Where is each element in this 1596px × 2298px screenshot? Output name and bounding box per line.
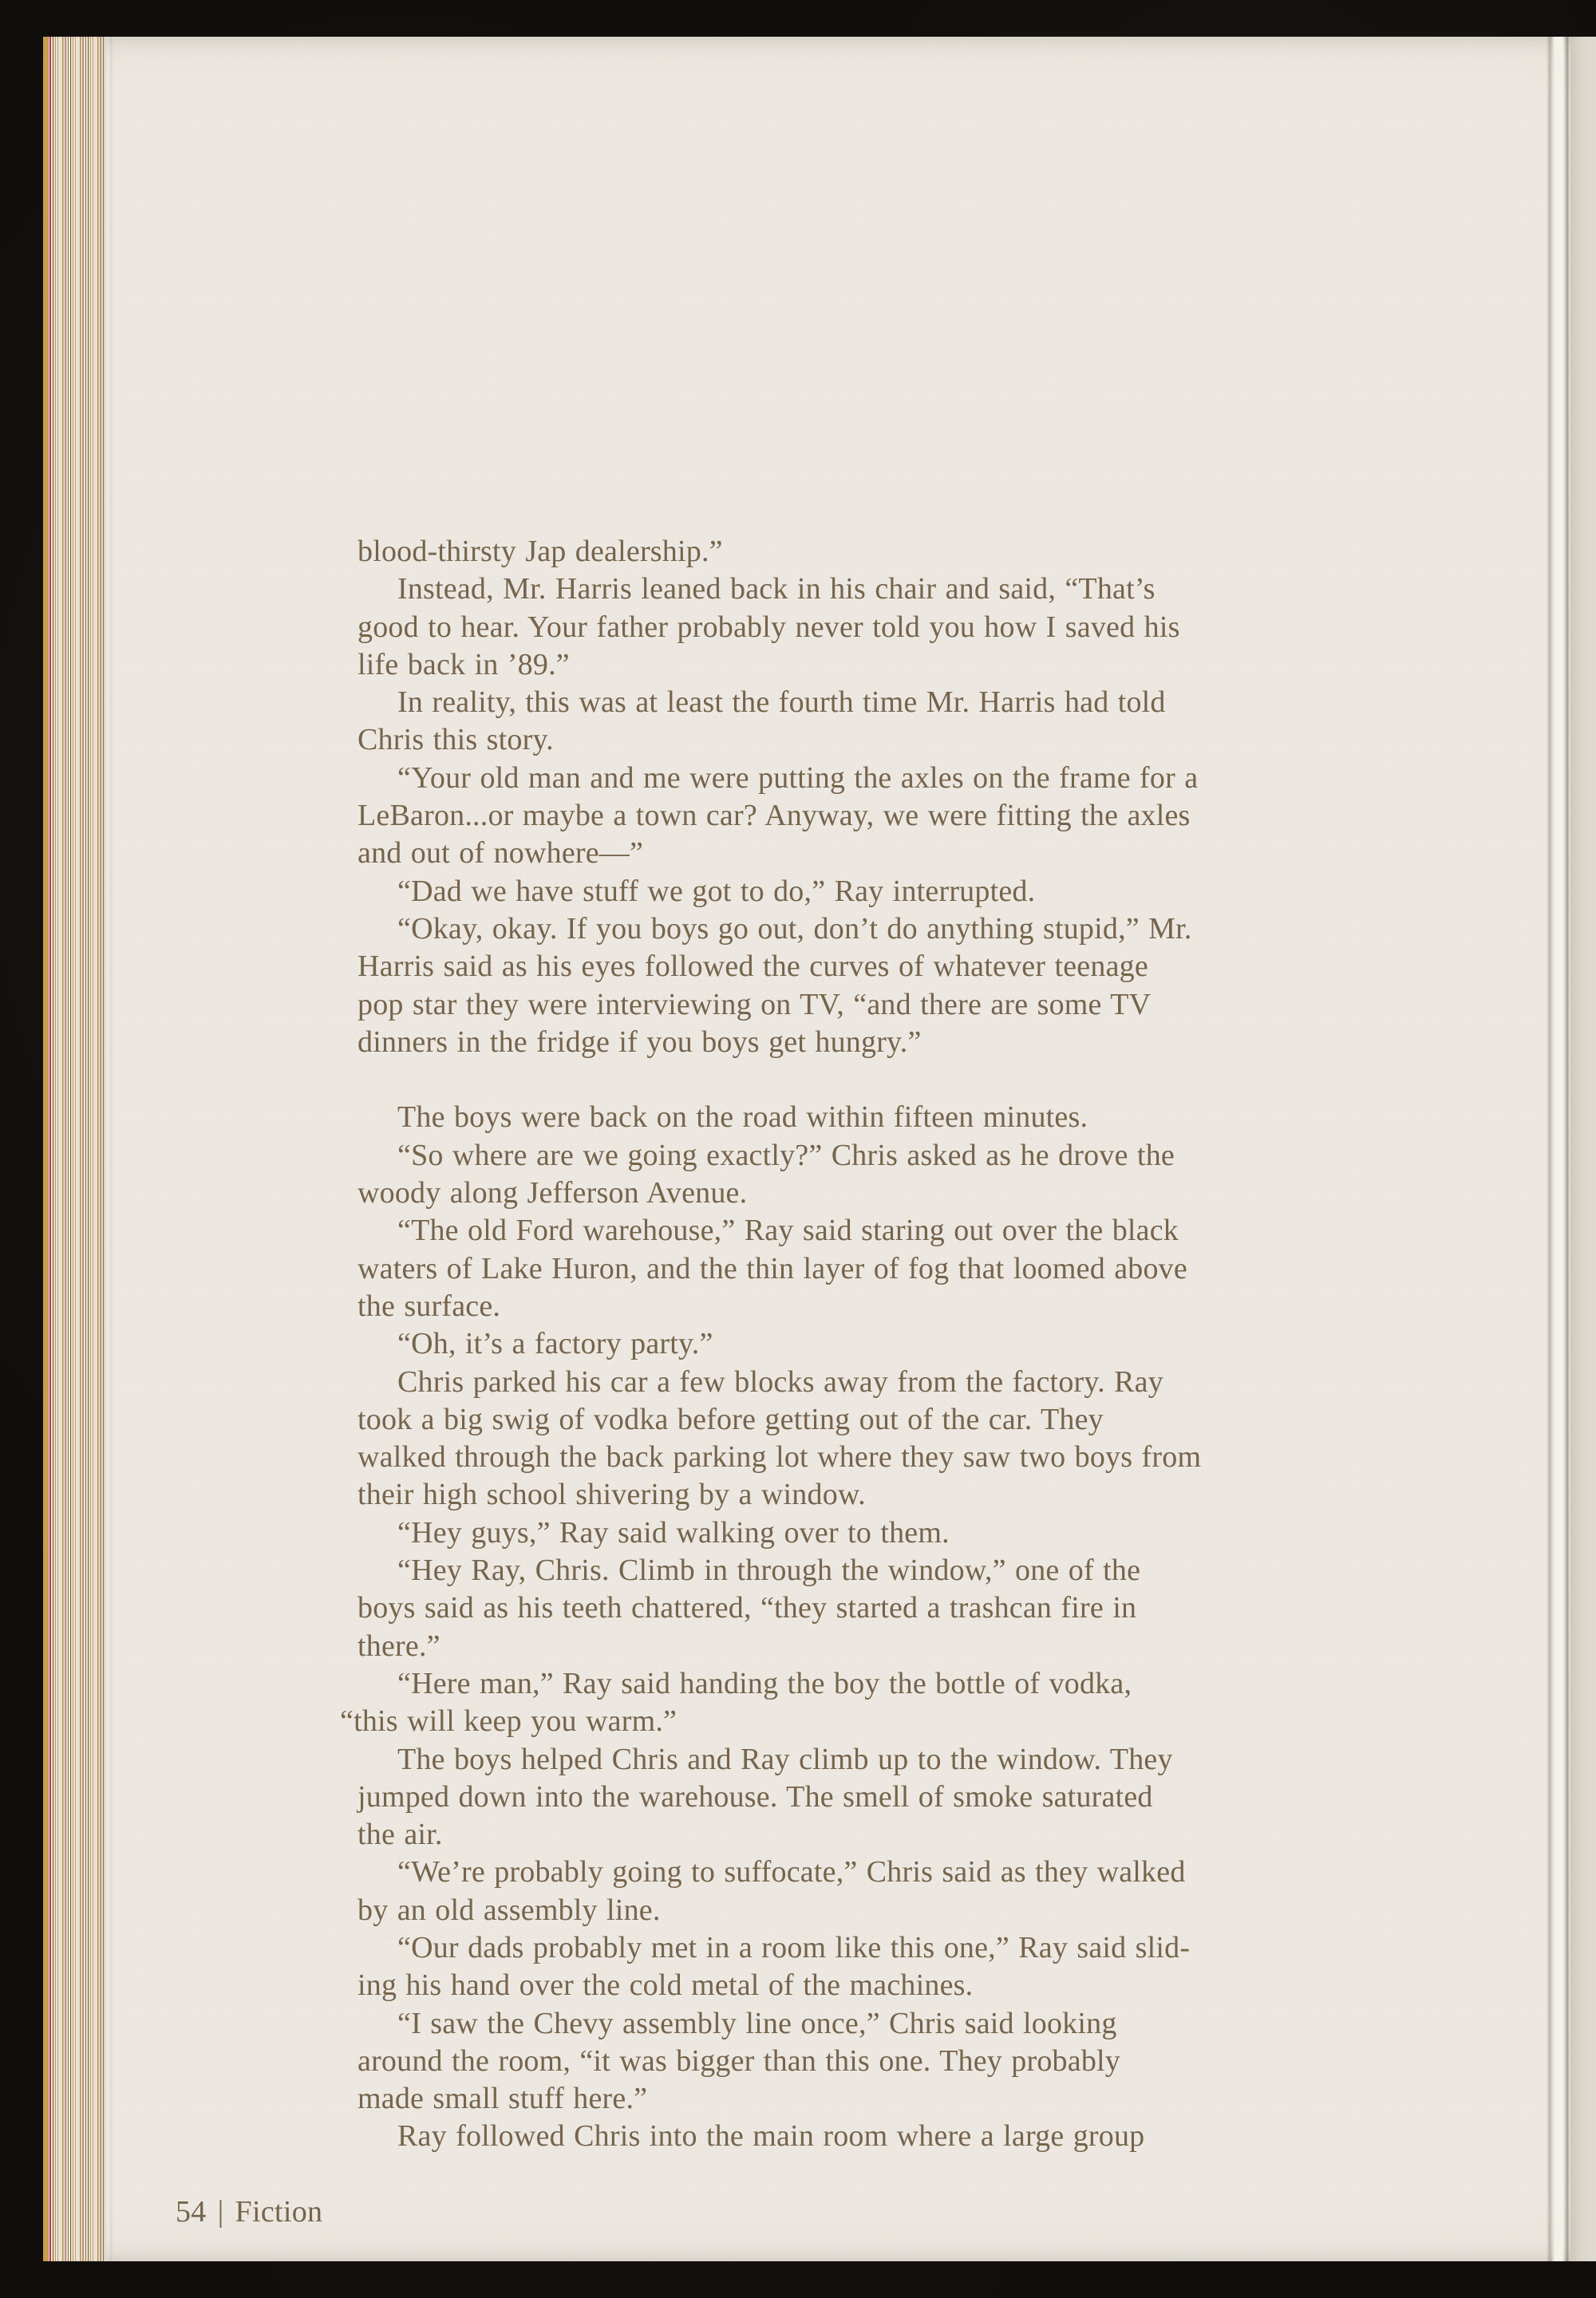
text-line: Ray followed Chris into the main room where a large group	[397, 2119, 1145, 2154]
text-line: woody along Jefferson Avenue.	[358, 1176, 748, 1210]
page-gutter-fold	[1547, 37, 1570, 2261]
text-line: “I saw the Chevy assembly line once,” Chris said looking	[397, 2006, 1117, 2040]
book-page	[43, 37, 1596, 2261]
text-line: “The old Ford warehouse,” Ray said staring out over the black	[397, 1214, 1179, 1248]
text-line: “Your old man and me were putting the axles on the frame for a	[397, 760, 1199, 795]
text-line: took a big swig of vodka before getting out of the car. They	[358, 1402, 1104, 1436]
paragraph-break	[358, 1061, 1403, 1099]
text-line: by an old assembly line.	[358, 1893, 661, 1927]
text-line: “this will keep you warm.”	[340, 1704, 678, 1739]
text-line: “Oh, it’s a factory party.”	[397, 1327, 713, 1361]
text-line: the surface.	[358, 1289, 501, 1323]
text-line: pop star they were interviewing on TV, “and there are some TV	[358, 987, 1152, 1021]
body-text-block	[340, 533, 1403, 2156]
text-line: “We’re probably going to suffocate,” Chris said as they walked	[397, 1855, 1186, 1889]
text-line: walked through the back parking lot where they saw two boys from	[358, 1440, 1202, 1475]
facing-page-edge	[1570, 37, 1596, 2261]
text-line: made small stuff here.”	[358, 2082, 648, 2116]
text-line: Instead, Mr. Harris leaned back in his chair and said, “That’s	[397, 572, 1156, 606]
text-line: there.”	[358, 1629, 440, 1663]
page-edge-stripes	[43, 37, 105, 2261]
text-line: ing his hand over the cold metal of the machines.	[358, 1968, 974, 2003]
section-label: Fiction	[235, 2195, 323, 2229]
page-crease	[110, 37, 113, 2261]
text-line: waters of Lake Huron, and the thin layer of fog that loomed above	[358, 1251, 1187, 1285]
text-line: and out of nowhere—”	[358, 836, 644, 871]
text-line: “Our dads probably met in a room like this one,” Ray said slid-	[397, 1930, 1191, 1964]
text-line: “Here man,” Ray said handing the boy the bottle of vodka,	[397, 1666, 1132, 1700]
text-line: blood-thirsty Jap dealership.”	[358, 535, 723, 568]
text-line: “Hey Ray, Chris. Climb in through the window,” one of the	[397, 1554, 1141, 1588]
text-line: boys said as his teeth chattered, “they started a trashcan fire in	[358, 1591, 1137, 1625]
text-line: “Okay, okay. If you boys go out, don’t do anything stupid,” Mr.	[397, 911, 1192, 946]
text-line: dinners in the fridge if you boys get hungry.”	[358, 1025, 922, 1059]
text-line: Chris parked his car a few blocks away from the factory. Ray	[397, 1364, 1163, 1399]
text-line: “Dad we have stuff we got to do,” Ray interrupted.	[397, 874, 1036, 908]
text-line: The boys helped Chris and Ray climb up to the window. They	[397, 1742, 1173, 1776]
text-line: “So where are we going exactly?” Chris asked as he drove the	[397, 1138, 1175, 1172]
text-line: jumped down into the warehouse. The smell of smoke saturated	[358, 1779, 1153, 1814]
page-number: 54	[176, 2195, 207, 2229]
text-line: The boys were back on the road within fifteen minutes.	[397, 1100, 1088, 1135]
text-line: “Hey guys,” Ray said walking over to them.	[397, 1515, 950, 1550]
text-line: the air.	[358, 1818, 443, 1852]
text-line: Harris said as his eyes followed the curves of whatever teenage	[358, 950, 1148, 984]
text-line: LeBaron...or maybe a town car? Anyway, we were fitting the axles	[358, 799, 1191, 833]
page-footer	[176, 2193, 322, 2231]
text-line: their high school shivering by a window.	[358, 1478, 866, 1512]
text-line: Chris this story.	[358, 723, 554, 757]
text-line: In reality, this was at least the fourth time Mr. Harris had told	[397, 685, 1166, 720]
footer-divider: |	[217, 2195, 224, 2229]
text-line: around the room, “it was bigger than this one. They probably	[358, 2043, 1120, 2078]
text-line: life back in ’89.”	[358, 647, 570, 681]
text-line: good to hear. Your father probably never told you how I saved his	[358, 610, 1180, 644]
